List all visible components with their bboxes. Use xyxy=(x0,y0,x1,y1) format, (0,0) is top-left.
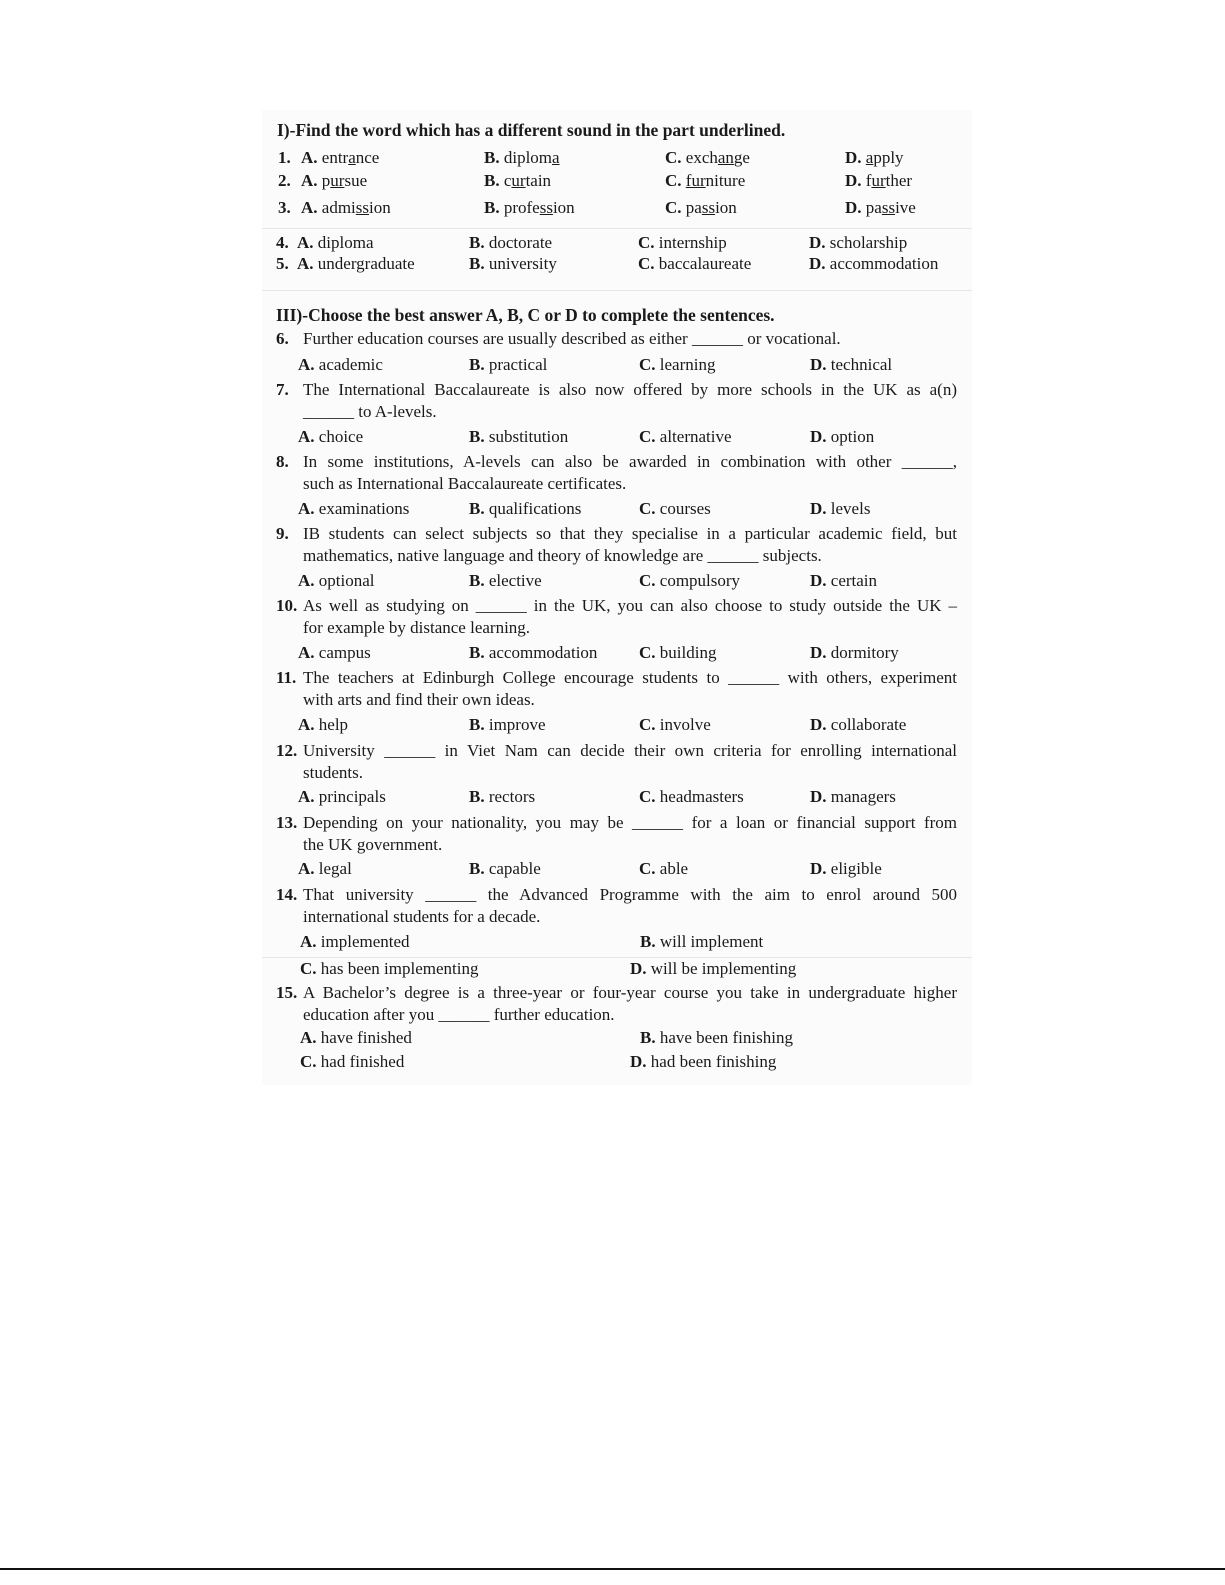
option-text: baccalaureate xyxy=(658,254,752,273)
option-text: option xyxy=(830,427,875,446)
option-text: pply xyxy=(873,148,904,167)
answer-option xyxy=(298,427,363,447)
question-text: IB students can select subjects so that they specialise in a particular academic field, but xyxy=(303,524,957,543)
answer-option xyxy=(300,1052,404,1072)
question-text: for example by distance learning. xyxy=(303,618,531,637)
answer-option xyxy=(665,198,737,218)
option-letter: A. xyxy=(301,198,318,217)
answer-option xyxy=(638,233,727,253)
question-number: 14. xyxy=(276,885,298,904)
option-text: collaborate xyxy=(830,715,907,734)
option-text: compulsory xyxy=(659,571,741,590)
answer-option xyxy=(469,571,542,591)
option-text: learning xyxy=(659,355,716,374)
answer-option xyxy=(469,355,547,375)
option-letter: B. xyxy=(469,254,485,273)
option-text: optional xyxy=(318,571,375,590)
answer-option xyxy=(640,932,763,952)
answer-option xyxy=(301,148,379,168)
option-letter: B. xyxy=(640,1028,656,1047)
answer-option xyxy=(298,355,383,375)
answer-option xyxy=(639,715,711,735)
option-letter: D. xyxy=(810,427,827,446)
answer-option xyxy=(639,643,716,663)
option-text: have been finishing xyxy=(659,1028,793,1047)
option-letter: D. xyxy=(630,1052,647,1071)
answer-option xyxy=(300,1028,412,1048)
option-text: choice xyxy=(318,427,364,446)
answer-option xyxy=(639,571,740,591)
answer-option xyxy=(845,198,916,218)
page-bottom-border xyxy=(0,1568,1225,1570)
question-text: That university ______ the Advanced Programme with the aim to enrol around 500 xyxy=(303,885,957,904)
option-text: nce xyxy=(355,148,380,167)
option-letter: A. xyxy=(298,499,315,518)
option-letter: C. xyxy=(665,148,682,167)
underlined-part: ur xyxy=(871,171,886,190)
answer-option xyxy=(810,427,874,447)
option-letter: C. xyxy=(639,355,656,374)
underlined-part: ss xyxy=(881,198,896,217)
option-text: doctorate xyxy=(488,233,553,252)
question-text: education after you ______ further education. xyxy=(303,1005,615,1024)
question-text: with arts and find their own ideas. xyxy=(303,690,535,709)
question-number: 7. xyxy=(276,380,289,399)
answer-option xyxy=(300,959,478,979)
answer-option xyxy=(298,571,375,591)
option-text: eligible xyxy=(830,859,882,878)
answer-option xyxy=(301,198,391,218)
option-letter: B. xyxy=(469,499,485,518)
option-letter: D. xyxy=(845,171,862,190)
option-text: entr xyxy=(321,148,349,167)
option-text: admi xyxy=(321,198,356,217)
answer-option xyxy=(810,499,870,519)
question-number: 6. xyxy=(276,329,289,348)
option-text: have finished xyxy=(320,1028,412,1047)
answer-option xyxy=(639,499,711,519)
answer-option xyxy=(469,787,535,807)
answer-option xyxy=(665,148,750,168)
question-number: 9. xyxy=(276,524,289,543)
option-text: exch xyxy=(685,148,718,167)
option-letter: A. xyxy=(300,1028,317,1047)
answer-option xyxy=(469,715,546,735)
question-number: 4. xyxy=(276,233,289,252)
question-text: the UK government. xyxy=(303,835,443,854)
option-letter: D. xyxy=(810,787,827,806)
option-text: university xyxy=(488,254,557,273)
option-text: technical xyxy=(830,355,893,374)
answer-option xyxy=(638,254,751,274)
option-text: will be implementing xyxy=(650,959,797,978)
option-text: managers xyxy=(830,787,896,806)
option-letter: B. xyxy=(469,643,485,662)
underlined-part: fur xyxy=(685,171,706,190)
answer-option xyxy=(298,499,409,519)
option-letter: B. xyxy=(469,233,485,252)
option-letter: C. xyxy=(639,427,656,446)
answer-option xyxy=(640,1028,793,1048)
option-letter: D. xyxy=(810,643,827,662)
option-text: has been implementing xyxy=(320,959,479,978)
option-letter: D. xyxy=(809,233,826,252)
answer-option xyxy=(469,427,568,447)
option-letter: A. xyxy=(298,643,315,662)
option-letter: B. xyxy=(469,787,485,806)
option-letter: C. xyxy=(639,643,656,662)
divider xyxy=(262,957,972,958)
option-text: qualifications xyxy=(488,499,582,518)
option-text: levels xyxy=(830,499,871,518)
option-text: help xyxy=(318,715,349,734)
underlined-part: ur xyxy=(511,171,526,190)
option-text: scholarship xyxy=(829,233,908,252)
question-text: Further education courses are usually described as either ______ or vocational. xyxy=(303,329,841,348)
option-text: dormitory xyxy=(830,643,899,662)
option-letter: A. xyxy=(298,859,315,878)
answer-option xyxy=(845,148,904,168)
option-letter: C. xyxy=(639,499,656,518)
option-text: diplom xyxy=(503,148,553,167)
option-letter: A. xyxy=(297,254,314,273)
answer-option xyxy=(630,959,796,979)
answer-option xyxy=(297,254,415,274)
underlined-part: ss xyxy=(539,198,553,217)
option-letter: B. xyxy=(469,355,485,374)
answer-option xyxy=(639,787,744,807)
option-letter: B. xyxy=(469,859,485,878)
answer-option xyxy=(298,715,348,735)
option-text: sue xyxy=(344,171,368,190)
question-text: University ______ in Viet Nam can decide their own criteria for enrolling international xyxy=(303,741,957,760)
answer-option xyxy=(809,233,907,253)
option-text: practical xyxy=(488,355,548,374)
option-letter: A. xyxy=(298,571,315,590)
answer-option xyxy=(484,171,551,191)
question-number: 8. xyxy=(276,452,289,471)
answer-option xyxy=(301,171,367,191)
answer-option xyxy=(809,254,938,274)
answer-option xyxy=(298,859,352,879)
option-text: substitution xyxy=(488,427,569,446)
question-number: 13. xyxy=(276,813,298,832)
question-text: The International Baccalaureate is also now offered by more schools in the UK as a(n) xyxy=(303,380,957,399)
option-text: ion xyxy=(552,198,575,217)
option-text: pa xyxy=(865,198,882,217)
option-text: headmasters xyxy=(659,787,744,806)
option-text: f xyxy=(865,171,872,190)
option-text: academic xyxy=(318,355,383,374)
option-text: rectors xyxy=(488,787,536,806)
option-text: tain xyxy=(525,171,552,190)
option-letter: B. xyxy=(484,171,500,190)
option-letter: C. xyxy=(638,254,655,273)
answer-option xyxy=(665,171,745,191)
option-text: examinations xyxy=(318,499,410,518)
option-letter: B. xyxy=(640,932,656,951)
answer-option xyxy=(300,932,410,952)
question-text: international students for a decade. xyxy=(303,907,541,926)
option-text: involve xyxy=(659,715,711,734)
option-text: internship xyxy=(658,233,727,252)
answer-option xyxy=(469,254,557,274)
option-letter: A. xyxy=(301,171,318,190)
option-text: ion xyxy=(369,198,391,217)
option-letter: D. xyxy=(810,355,827,374)
option-text: undergraduate xyxy=(317,254,415,273)
question-number: 2. xyxy=(278,171,291,190)
option-text: profe xyxy=(503,198,540,217)
answer-option xyxy=(810,787,896,807)
option-letter: C. xyxy=(639,859,656,878)
answer-option xyxy=(298,643,371,663)
option-text: principals xyxy=(318,787,386,806)
option-letter: D. xyxy=(810,715,827,734)
question-text: such as International Baccalaureate certificates. xyxy=(303,474,627,493)
option-text: legal xyxy=(318,859,352,878)
answer-option xyxy=(639,427,732,447)
option-letter: B. xyxy=(484,198,500,217)
question-number: 11. xyxy=(276,668,297,687)
option-text: ge xyxy=(733,148,750,167)
option-text: improve xyxy=(488,715,546,734)
underlined-part: a xyxy=(348,148,356,167)
answer-option xyxy=(469,643,597,663)
option-text: capable xyxy=(488,859,541,878)
underlined-part: a xyxy=(552,148,560,167)
option-text: c xyxy=(503,171,512,190)
answer-option xyxy=(639,355,715,375)
answer-option xyxy=(810,715,906,735)
question-number: 10. xyxy=(276,596,298,615)
answer-option xyxy=(297,233,374,253)
question-number: 5. xyxy=(276,254,289,273)
option-text: will implement xyxy=(659,932,764,951)
question-number: 1. xyxy=(278,148,291,167)
option-letter: D. xyxy=(810,499,827,518)
answer-option xyxy=(810,571,877,591)
question-text: A Bachelor’s degree is a three-year or four-year course you take in undergraduate higher xyxy=(303,983,957,1002)
option-text: pa xyxy=(685,198,702,217)
divider xyxy=(262,290,972,291)
question-text: As well as studying on ______ in the UK, you can also choose to study outside the UK – xyxy=(303,596,957,615)
option-text: certain xyxy=(830,571,878,590)
option-letter: C. xyxy=(665,198,682,217)
option-text: building xyxy=(659,643,717,662)
answer-option xyxy=(810,643,899,663)
option-text: ion xyxy=(715,198,737,217)
option-letter: C. xyxy=(639,715,656,734)
underlined-part: a xyxy=(865,148,874,167)
underlined-part: an xyxy=(717,148,734,167)
option-letter: D. xyxy=(630,959,647,978)
section-1-title: I)-Find the word which has a different sound in the part underlined. xyxy=(277,120,786,140)
option-letter: C. xyxy=(300,1052,317,1071)
answer-option xyxy=(810,859,882,879)
option-letter: D. xyxy=(809,254,826,273)
question-number: 15. xyxy=(276,983,298,1002)
answer-option xyxy=(810,355,892,375)
underlined-part: ss xyxy=(355,198,370,217)
option-letter: D. xyxy=(845,148,862,167)
answer-option xyxy=(845,171,912,191)
option-letter: A. xyxy=(300,932,317,951)
option-letter: B. xyxy=(484,148,500,167)
option-text: had been finishing xyxy=(650,1052,777,1071)
option-letter: C. xyxy=(639,571,656,590)
option-letter: A. xyxy=(298,355,315,374)
option-letter: A. xyxy=(298,427,315,446)
option-text: ther xyxy=(885,171,913,190)
question-text: students. xyxy=(303,763,363,782)
question-text: In some institutions, A-levels can also be awarded in combination with other ______, xyxy=(303,452,957,471)
answer-option xyxy=(484,198,575,218)
option-text: elective xyxy=(488,571,542,590)
option-text: alternative xyxy=(659,427,732,446)
option-letter: C. xyxy=(639,787,656,806)
option-text: ive xyxy=(895,198,916,217)
underlined-part: ur xyxy=(330,171,345,190)
answer-option xyxy=(469,233,552,253)
answer-option xyxy=(298,787,386,807)
option-letter: B. xyxy=(469,715,485,734)
option-letter: C. xyxy=(300,959,317,978)
option-letter: C. xyxy=(665,171,682,190)
option-text: p xyxy=(321,171,331,190)
question-number: 3. xyxy=(278,198,291,217)
option-text: able xyxy=(659,859,689,878)
option-text: accommodation xyxy=(488,643,598,662)
question-number: 12. xyxy=(276,741,298,760)
answer-option xyxy=(469,859,541,879)
question-text: Depending on your nationality, you may be ______ for a loan or financial support from xyxy=(303,813,957,832)
option-letter: A. xyxy=(298,715,315,734)
option-text: had finished xyxy=(320,1052,405,1071)
option-letter: B. xyxy=(469,571,485,590)
divider xyxy=(262,228,972,229)
question-text: ______ to A-levels. xyxy=(303,402,437,421)
option-text: accommodation xyxy=(829,254,939,273)
option-text: diploma xyxy=(317,233,374,252)
option-letter: B. xyxy=(469,427,485,446)
option-letter: A. xyxy=(301,148,318,167)
option-letter: C. xyxy=(638,233,655,252)
option-letter: D. xyxy=(845,198,862,217)
answer-option xyxy=(469,499,581,519)
option-letter: A. xyxy=(297,233,314,252)
question-text: mathematics, native language and theory of knowledge are ______ subjects. xyxy=(303,546,822,565)
answer-option xyxy=(484,148,560,168)
option-text: implemented xyxy=(320,932,410,951)
question-text: The teachers at Edinburgh College encourage students to ______ with others, experiment xyxy=(303,668,957,687)
option-letter: D. xyxy=(810,571,827,590)
underlined-part: ss xyxy=(701,198,716,217)
option-letter: A. xyxy=(298,787,315,806)
section-3-title: III)-Choose the best answer A, B, C or D to complete the sentences. xyxy=(276,305,775,325)
answer-option xyxy=(639,859,688,879)
option-text: niture xyxy=(705,171,746,190)
option-text: campus xyxy=(318,643,371,662)
answer-option xyxy=(630,1052,776,1072)
option-text: courses xyxy=(659,499,711,518)
option-letter: D. xyxy=(810,859,827,878)
